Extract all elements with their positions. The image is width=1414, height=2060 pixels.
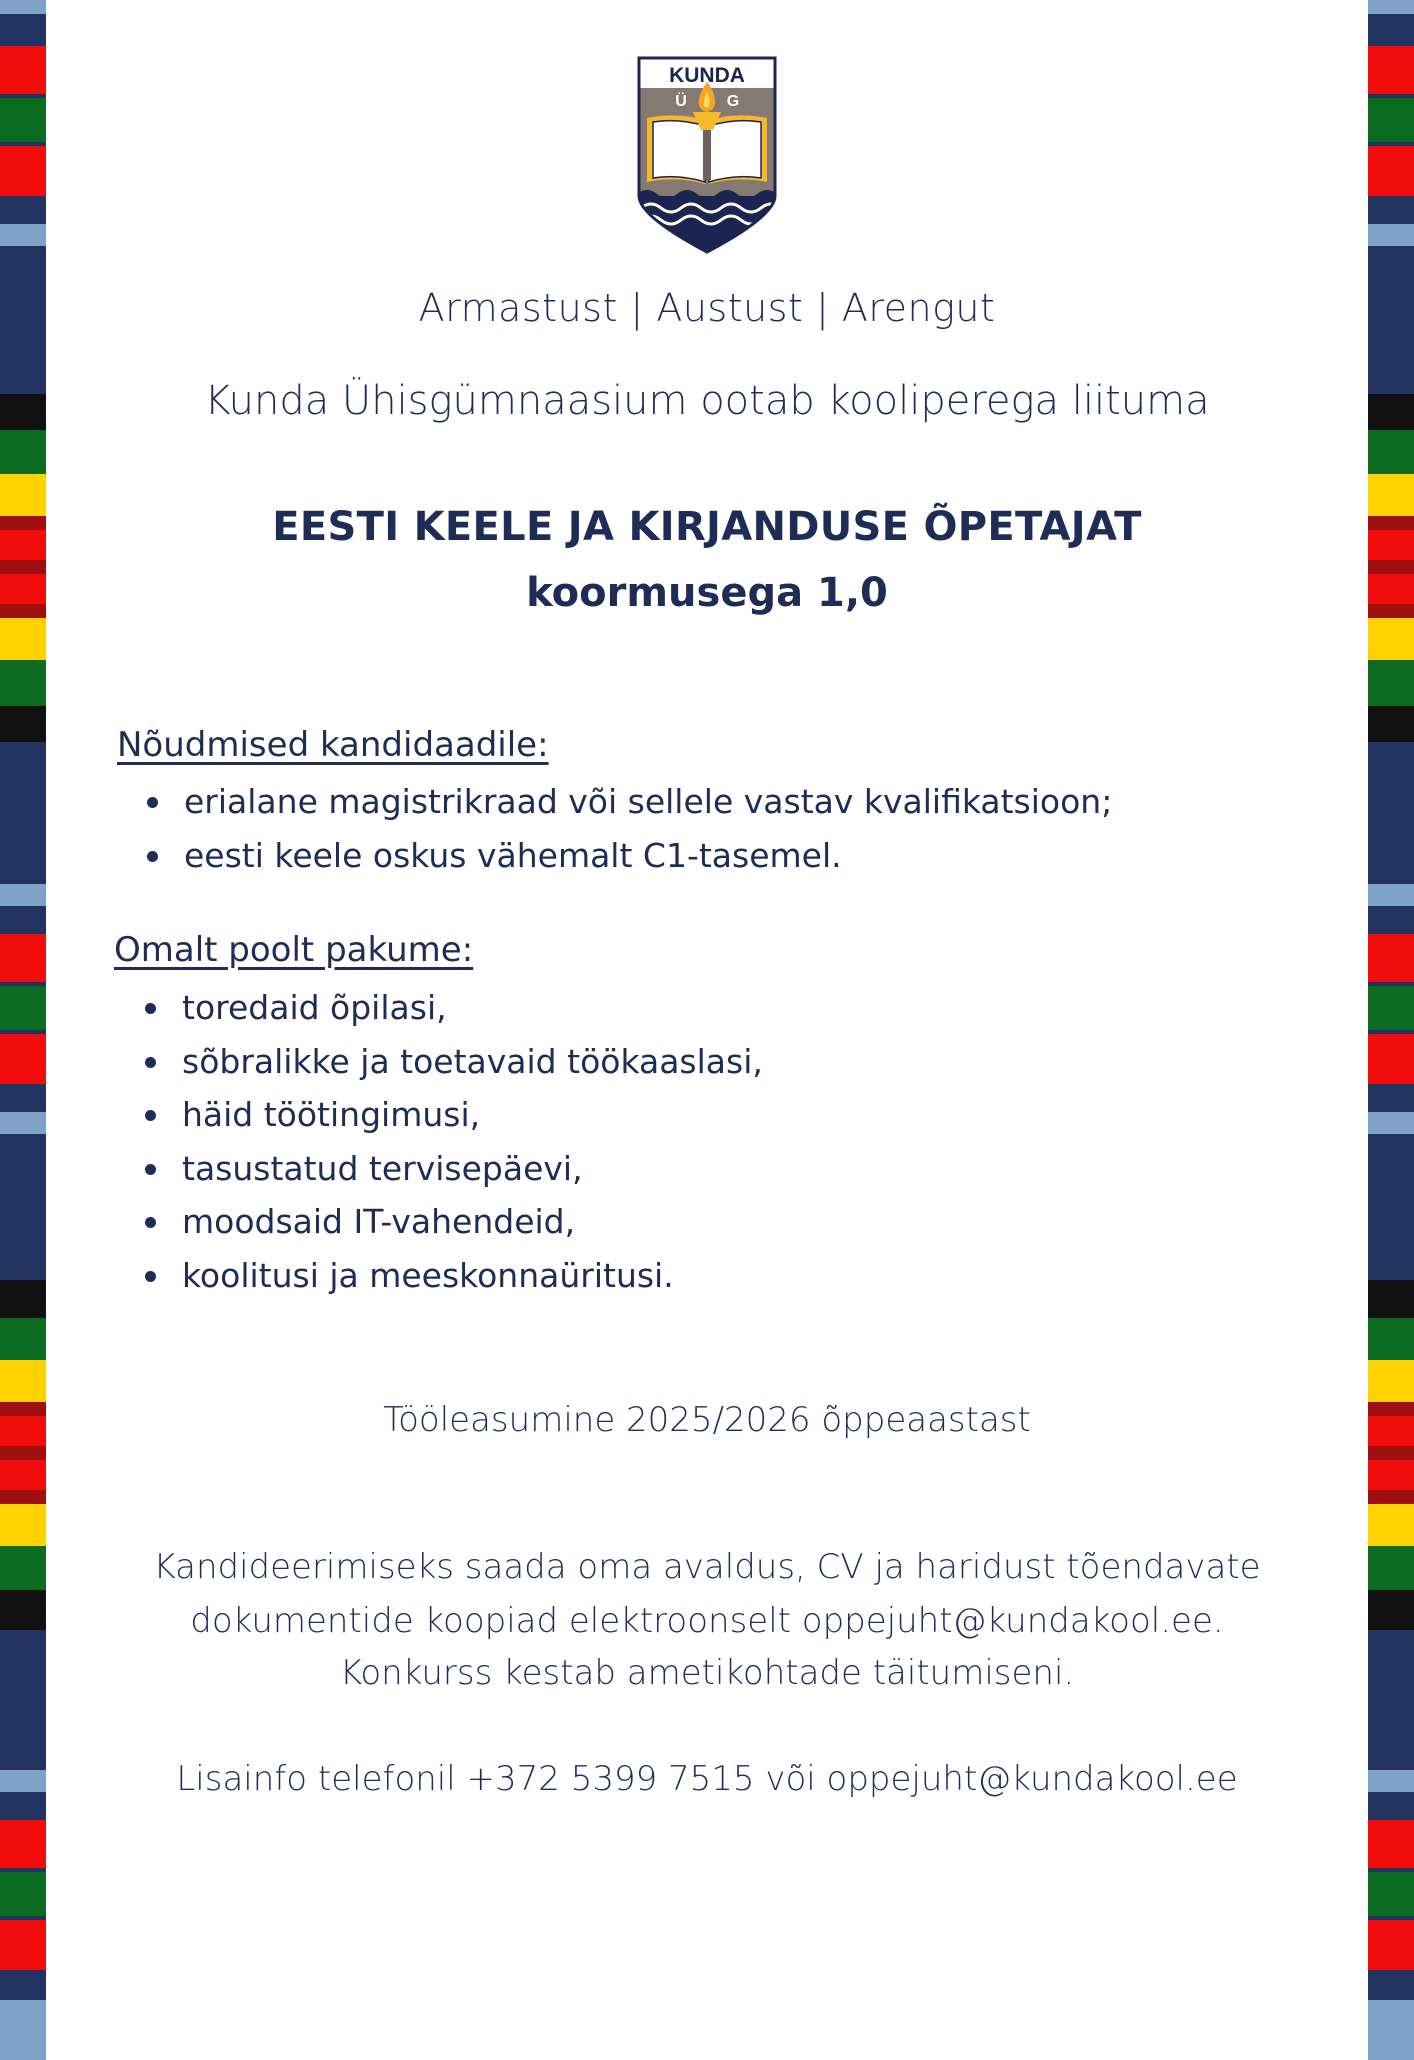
list-item: toredaid õpilasi, [145,981,763,1035]
border-stripe-segment [0,560,46,574]
border-stripe-segment [1368,1820,1414,1868]
border-stripe-segment [1368,530,1414,560]
border-stripe-segment [0,246,46,394]
border-stripe-segment [0,430,46,474]
border-stripe-segment [1368,1630,1414,1770]
contact-info: Lisainfo telefonil +372 5399 7515 või oppejuht@kundakool.ee [176,1759,1238,1799]
border-stripe-segment [0,224,46,246]
offers-heading: Omalt poolt pakume: [114,930,474,970]
border-stripe-segment [1368,1920,1414,1970]
border-stripe-segment [1368,2000,1414,2060]
border-stripe-segment [1368,1770,1414,1792]
border-stripe-segment [1368,14,1414,46]
offers-list [145,981,763,1302]
border-stripe-segment [0,1920,46,1970]
border-stripe-segment [0,1872,46,1916]
list-item: häid töötingimusi, [145,1088,763,1142]
border-stripe-segment [0,1034,46,1084]
application-line-1: Kandideerimiseks saada oma avaldus, CV ja haridust tõendavate [153,1547,1261,1587]
border-stripe-segment [1368,1084,1414,1112]
border-stripe-segment [0,906,46,934]
border-stripe-segment [1368,560,1414,574]
border-stripe-segment [0,1590,46,1630]
border-stripe-segment [1368,394,1414,430]
list-item: moodsaid IT-vahendeid, [145,1195,763,1249]
border-stripe-segment [1368,1460,1414,1490]
border-stripe-segment [1368,986,1414,1030]
border-stripe-segment [1368,146,1414,196]
intro-text: Kunda Ühisgümnaasium ootab kooliperega liituma [204,378,1210,424]
border-stripe-segment [0,98,46,142]
logo-name-text: KUNDA [669,64,745,87]
border-stripe-segment [0,1402,46,1416]
border-stripe-segment [1368,1792,1414,1820]
border-stripe-segment [1368,1504,1414,1546]
border-stripe-segment [1368,1360,1414,1402]
border-stripe-segment [1368,430,1414,474]
border-stripe-segment [0,14,46,46]
border-stripe-segment [1368,1490,1414,1504]
border-stripe-segment [0,706,46,742]
border-stripe-segment [0,1490,46,1504]
school-crest-icon [637,56,777,256]
border-stripe-segment [1368,1112,1414,1134]
border-stripe-segment [1368,574,1414,604]
border-stripe-segment [1368,1416,1414,1446]
border-stripe-segment [0,742,46,884]
border-stripe-segment [0,618,46,660]
border-stripe-segment [1368,934,1414,982]
border-stripe-segment [0,1318,46,1360]
border-stripe-segment [1368,1970,1414,2000]
border-stripe-segment [0,1112,46,1134]
border-stripe-segment [0,1416,46,1446]
border-stripe-segment [1368,224,1414,246]
border-stripe-segment [1368,0,1414,14]
border-stripe-segment [1368,1446,1414,1460]
position-workload: koormusega 1,0 [526,570,888,616]
border-stripe-segment [0,1546,46,1590]
list-item: tasustatud tervisepäevi, [145,1142,763,1196]
border-stripe-segment [0,986,46,1030]
border-stripe-segment [0,1504,46,1546]
list-item: koolitusi ja meeskonnaüritusi. [145,1249,763,1303]
border-stripe-segment [0,1460,46,1490]
border-stripe-segment [1368,706,1414,742]
right-border-stripe [1368,0,1414,2000]
border-stripe-segment [0,1446,46,1460]
border-stripe-segment [0,1770,46,1792]
border-stripe-segment [0,660,46,706]
school-motto: Armastust | Austust | Arengut [418,286,996,330]
border-stripe-segment [0,146,46,196]
border-stripe-segment [1368,246,1414,394]
requirements-list [147,775,1112,882]
border-stripe-segment [0,1280,46,1318]
border-stripe-segment [1368,1872,1414,1916]
border-stripe-segment [0,196,46,224]
border-stripe-segment [1368,884,1414,906]
border-stripe-segment [1368,906,1414,934]
border-stripe-segment [1368,196,1414,224]
border-stripe-segment [0,0,46,14]
border-stripe-segment [1368,618,1414,660]
border-stripe-segment [0,1360,46,1402]
border-stripe-segment [1368,660,1414,706]
border-stripe-segment [0,604,46,618]
border-stripe-segment [0,1970,46,2000]
border-stripe-segment [1368,1134,1414,1280]
border-stripe-segment [0,2000,46,2060]
border-stripe-segment [1368,1318,1414,1360]
list-item: sõbralikke ja toetavaid töökaaslasi, [145,1035,763,1089]
border-stripe-segment [1368,1402,1414,1416]
left-border-stripe [0,0,46,2000]
start-date-text: Tööleasumine 2025/2026 õppeaastast [383,1400,1031,1440]
border-stripe-segment [0,394,46,430]
border-stripe-segment [1368,98,1414,142]
border-stripe-segment [1368,604,1414,618]
border-stripe-segment [0,574,46,604]
logo-initial-right: G [726,93,740,110]
border-stripe-segment [1368,516,1414,530]
application-line-3: Konkurss kestab ametikohtade täitumiseni. [339,1653,1075,1693]
border-stripe-segment [0,1820,46,1868]
list-item: eesti keele oskus vähemalt C1-tasemel. [147,829,1112,883]
border-stripe-segment [0,516,46,530]
border-stripe-segment [1368,46,1414,94]
logo-initial-left: Ü [675,93,687,110]
border-stripe-segment [0,884,46,906]
border-stripe-segment [1368,1280,1414,1318]
border-stripe-segment [0,1084,46,1112]
border-stripe-segment [1368,1034,1414,1084]
list-item: erialane magistrikraad või sellele vastav kvalifikatsioon; [147,775,1112,829]
border-stripe-segment [1368,474,1414,516]
school-logo [637,56,777,256]
border-stripe-segment [1368,1546,1414,1590]
border-stripe-segment [0,1792,46,1820]
application-line-2: dokumentide koopiad elektroonselt oppejuht@kundakool.ee. [190,1601,1224,1641]
border-stripe-segment [1368,1590,1414,1630]
border-stripe-segment [1368,742,1414,884]
border-stripe-segment [0,46,46,94]
border-stripe-segment [0,1134,46,1280]
border-stripe-segment [0,934,46,982]
border-stripe-segment [0,474,46,516]
requirements-heading: Nõudmised kandidaadile: [117,725,549,765]
position-title: EESTI KEELE JA KIRJANDUSE ÕPETAJAT [272,504,1142,550]
border-stripe-segment [0,1630,46,1770]
border-stripe-segment [0,530,46,560]
